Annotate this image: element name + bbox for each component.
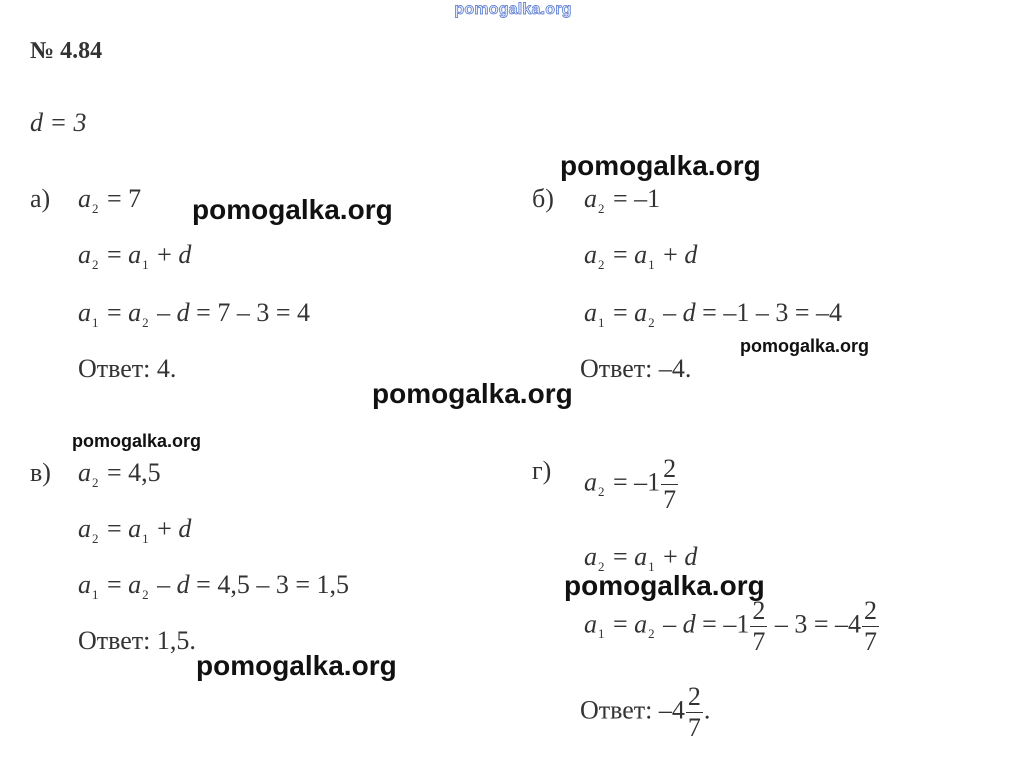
fraction: $\frac{2}{7}$ (663, 454, 677, 514)
part-g-line2: $a_2 = a_1 + d$ (584, 542, 698, 574)
part-b-line2: $a_2 = a_1 + d$ (584, 240, 698, 272)
part-g-answer: Ответ: –4 $\frac{2}{7}$ . (580, 682, 711, 742)
part-b-line1: $a_2 = -1$ (584, 184, 661, 216)
watermark: pomogalka.org (196, 650, 397, 681)
problem-title: № 4.84 (30, 38, 103, 64)
top-watermark: pomogalka.org (454, 1, 572, 18)
part-a-line2: $a_2 = a_1 + d$ (78, 240, 192, 272)
part-v-label: в) (30, 458, 51, 487)
watermark: pomogalka.org (72, 431, 202, 451)
part-v-line3: $a_1 = a_2 - d = 4,5 - 3 = 1,5$ (78, 570, 349, 602)
part-b-line3: $a_1 = a_2 - d = -1 - 3 = -4$ (584, 298, 842, 330)
part-a-label: а) (30, 184, 51, 213)
part-a-line3: $a_1 = a_2 - d = 7 - 3 = 4$ (78, 298, 310, 330)
part-g-label: г) (532, 456, 552, 485)
watermark: pomogalka.org (564, 570, 765, 601)
fraction: $\frac{2}{7}$ (752, 596, 766, 656)
watermark: pomogalka.org (740, 336, 870, 356)
given-value (30, 108, 87, 138)
given-text: d = 3 (30, 108, 87, 137)
part-b-label: б) (532, 184, 554, 213)
part-v-line2: $a_2 = a_1 + d$ (78, 514, 192, 546)
part-g-line3: $a_1 = a_2 - d = -1$ $\frac{2}{7}$ – 3 = –4 $\frac{2}{7}$ (584, 596, 878, 656)
watermark: pomogalka.org (372, 378, 573, 409)
fraction: $\frac{2}{7}$ (687, 682, 701, 742)
part-g-line1: $a_2 = -1$ $\frac{2}{7}$ (584, 454, 677, 514)
part-a-answer: Ответ: 4. (78, 354, 177, 383)
part-v-answer: Ответ: 1,5. (78, 626, 196, 655)
part-v-line1: $a_2 = 4,5$ (78, 458, 161, 490)
part-b-answer: Ответ: –4. (580, 354, 692, 383)
fraction: $\frac{2}{7}$ (864, 596, 878, 656)
part-a-line1: $a_2 = 7$ (78, 184, 142, 216)
watermark: pomogalka.org (560, 150, 761, 181)
watermark: pomogalka.org (192, 194, 393, 225)
